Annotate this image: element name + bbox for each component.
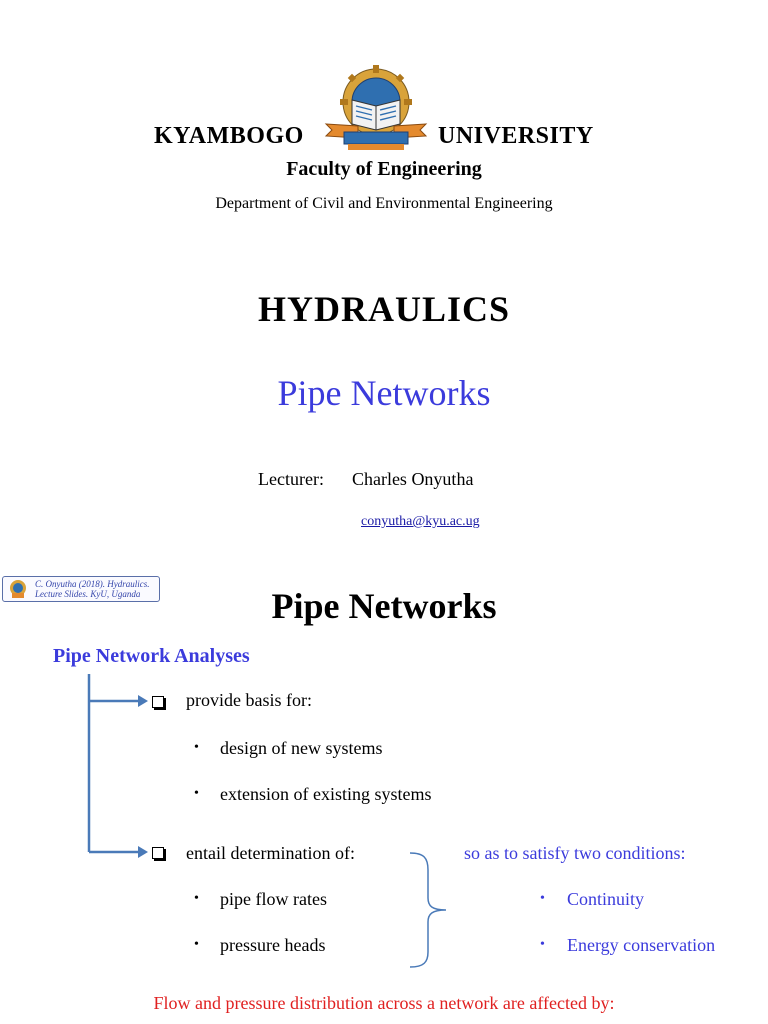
faculty-name: Faculty of Engineering [286,158,482,180]
checkbox-bullet-icon [152,696,164,708]
curly-brace-icon [406,850,450,970]
lecturer-label: Lecturer: [258,469,324,489]
university-name-right: UNIVERSITY [438,123,594,149]
university-logo [318,62,434,156]
condition-1: Continuity [567,889,645,909]
topic-title: Pipe Networks [277,373,491,413]
citation-line-2: Lecture Slides. KyU, Uganda [35,589,141,599]
item-1-label: provide basis for: [186,690,312,710]
item-2-bullet-1: pipe flow rates [220,889,327,909]
conditions-heading: so as to satisfy two conditions: [464,843,686,863]
item-1-bullet-2: extension of existing systems [220,784,432,804]
bullet-icon: • [540,891,545,906]
bullet-icon: • [194,891,199,906]
item-2-label: entail determination of: [186,843,355,863]
bullet-icon: • [194,740,199,755]
bullet-icon: • [194,786,199,801]
slide-title: Pipe Networks [271,586,497,626]
item-2-bullet-2: pressure heads [220,935,326,955]
item-1-bullet-1: design of new systems [220,738,383,758]
university-name-left: KYAMBOGO [154,123,304,149]
bullet-icon: • [194,937,199,952]
bullet-icon: • [540,937,545,952]
connector-arrows [80,672,160,862]
lecturer-email-link[interactable]: conyutha@kyu.ac.ug [361,514,480,529]
checkbox-bullet-icon [152,847,164,859]
section-heading: Pipe Network Analyses [53,645,250,667]
condition-2: Energy conservation [567,935,716,955]
footer-note: Flow and pressure distribution across a network are affected by: [153,993,615,1013]
lecturer-line [258,469,473,490]
course-title: HYDRAULICS [257,289,511,329]
citation-line-1: C. Onyutha (2018). Hydraulics. [35,579,150,589]
lecturer-name: Charles Onyutha [351,469,474,489]
department-name: Department of Civil and Environmental Engineering [215,195,553,212]
